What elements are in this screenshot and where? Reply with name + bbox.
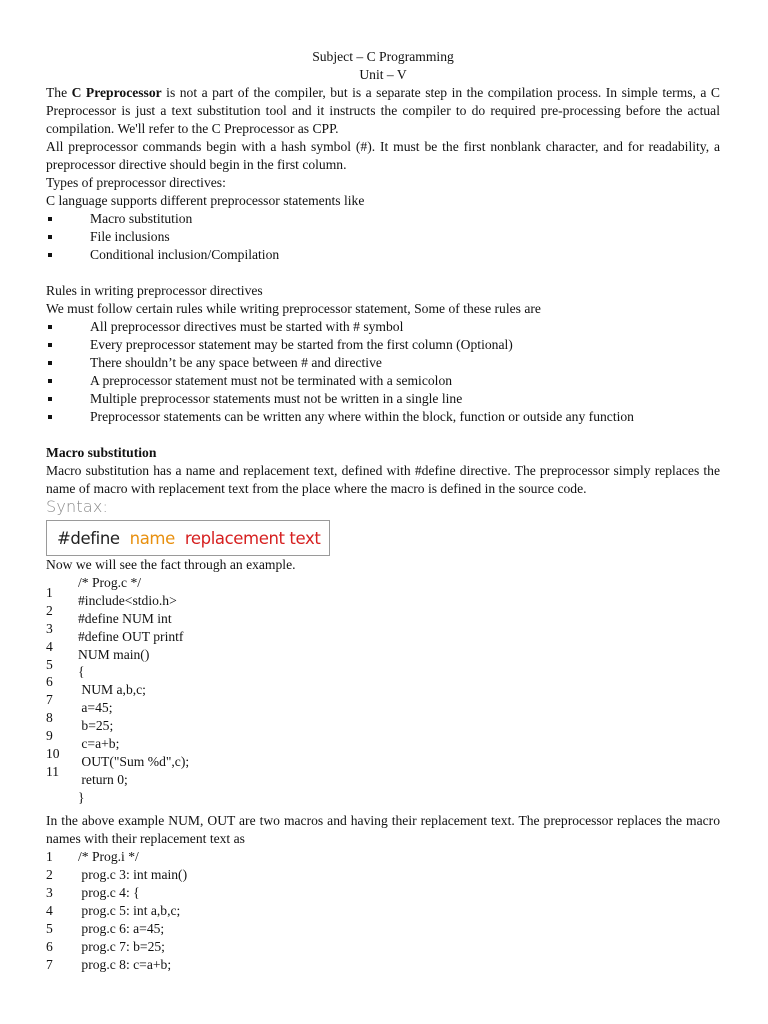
macro-heading: Macro substitution [46, 445, 157, 460]
line-number: 11 [46, 763, 60, 779]
code-line: prog.c 4: { [78, 885, 140, 900]
line-number: 9 [46, 728, 53, 744]
line-number: 3 [46, 620, 53, 636]
code-line: #include<stdio.h> [78, 592, 177, 608]
code-line: #define OUT printf [78, 628, 184, 644]
intro-rest: is not a part of the compiler, but is a separate step in the compilation process. In simple terms, a C Preprocessor is just a text substitution tool and it instructs the compiler to do required pre-processing before the actual compilation. We'll refer to the C Preprocessor as CPP. [46, 85, 720, 136]
code-line: b=25; [78, 718, 114, 734]
line-number: 3 [46, 885, 53, 900]
code-line: /* Prog.i */ [78, 849, 139, 864]
commands-paragraph: All preprocessor commands begin with a hash symbol (#). It must be the first nonblank character, and for readability, a preprocessor directive should begin in the first column. [46, 139, 720, 172]
syntax-name: name [129, 529, 175, 548]
code-row [46, 938, 720, 956]
list-item: There shouldn’t be any space between # and directive [46, 354, 720, 372]
code-row [46, 920, 720, 938]
code-line: prog.c 8: c=a+b; [78, 957, 172, 972]
line-number: 5 [46, 921, 53, 936]
code-line: c=a+b; [78, 736, 120, 752]
list-item: A preprocessor statement must not be terminated with a semicolon [46, 372, 720, 390]
line-number: 4 [46, 638, 53, 654]
code-listing-prog-i [46, 848, 720, 974]
syntax-label: Syntax: [46, 497, 109, 516]
list-item: All preprocessor directives must be started with # symbol [46, 318, 720, 336]
code-line: prog.c 6: a=45; [78, 921, 165, 936]
code-line: prog.c 5: int a,b,c; [78, 903, 181, 918]
code-line: OUT("Sum %d",c); [78, 753, 190, 769]
list-item: Every preprocessor statement may be started from the first column (Optional) [46, 336, 720, 354]
syntax-box [46, 520, 330, 556]
line-number: 10 [46, 746, 60, 762]
code-line: } [78, 789, 85, 805]
types-lead: C language supports different preprocessor statements like [46, 193, 365, 208]
code-line: return 0; [78, 771, 128, 787]
intro-bold-term: C Preprocessor [71, 85, 162, 100]
intro-paragraph [46, 84, 720, 138]
list-item: File inclusions [46, 228, 720, 246]
list-item: Multiple preprocessor statements must not be written in a single line [46, 390, 720, 408]
line-number: 2 [46, 602, 53, 618]
macro-paragraph: Macro substitution has a name and replacement text, defined with #define directive. The preprocessor simply replaces the name of macro with replacement text from the place where the macro is defined in the source code. [46, 463, 720, 496]
types-heading: Types of preprocessor directives: [46, 175, 226, 190]
line-number: 6 [46, 674, 53, 690]
rules-list [46, 318, 720, 426]
types-list [46, 210, 720, 264]
code-row [46, 902, 720, 920]
line-number: 4 [46, 903, 53, 918]
line-number: 2 [46, 867, 53, 882]
code-line: NUM a,b,c; [78, 682, 146, 698]
line-number: 6 [46, 939, 53, 954]
syntax-replacement: replacement text [184, 529, 321, 548]
code-line: a=45; [78, 700, 113, 716]
line-number: 5 [46, 656, 53, 672]
code-line: #define NUM int [78, 610, 172, 626]
document-page [46, 48, 720, 974]
list-item: Preprocessor statements can be written any where within the block, function or outside any function [46, 408, 720, 426]
code-row [46, 884, 720, 902]
code-line: prog.c 3: int main() [78, 867, 188, 882]
line-numbers [46, 584, 70, 781]
list-item: Conditional inclusion/Compilation [46, 246, 720, 264]
code-row [46, 956, 720, 974]
code-line: NUM main() [78, 646, 150, 662]
code-listing-prog-c [46, 574, 720, 812]
example-lead: Now we will see the fact through an example. [46, 557, 296, 572]
list-item: Macro substitution [46, 210, 720, 228]
intro-lead: The [46, 85, 72, 100]
line-number: 1 [46, 849, 53, 864]
line-number: 7 [46, 957, 53, 972]
rules-heading: Rules in writing preprocessor directives [46, 283, 263, 298]
line-number: 1 [46, 585, 53, 600]
line-number: 7 [46, 692, 53, 708]
code-line: { [78, 664, 85, 680]
rules-lead: We must follow certain rules while writing preprocessor statement, Some of these rules are [46, 301, 541, 316]
syntax-define: #define [57, 529, 120, 548]
explain-paragraph: In the above example NUM, OUT are two macros and having their replacement text. The preprocessor replaces the macro names with their replacement text as [46, 813, 720, 846]
code-row [46, 848, 720, 866]
code-line: prog.c 7: b=25; [78, 939, 165, 954]
code-line: /* Prog.c */ [78, 575, 142, 590]
code-lines [78, 574, 189, 807]
line-number: 8 [46, 710, 53, 726]
subject-title: Subject – C Programming [312, 49, 454, 64]
unit-title: Unit – V [359, 67, 407, 82]
code-row [46, 866, 720, 884]
